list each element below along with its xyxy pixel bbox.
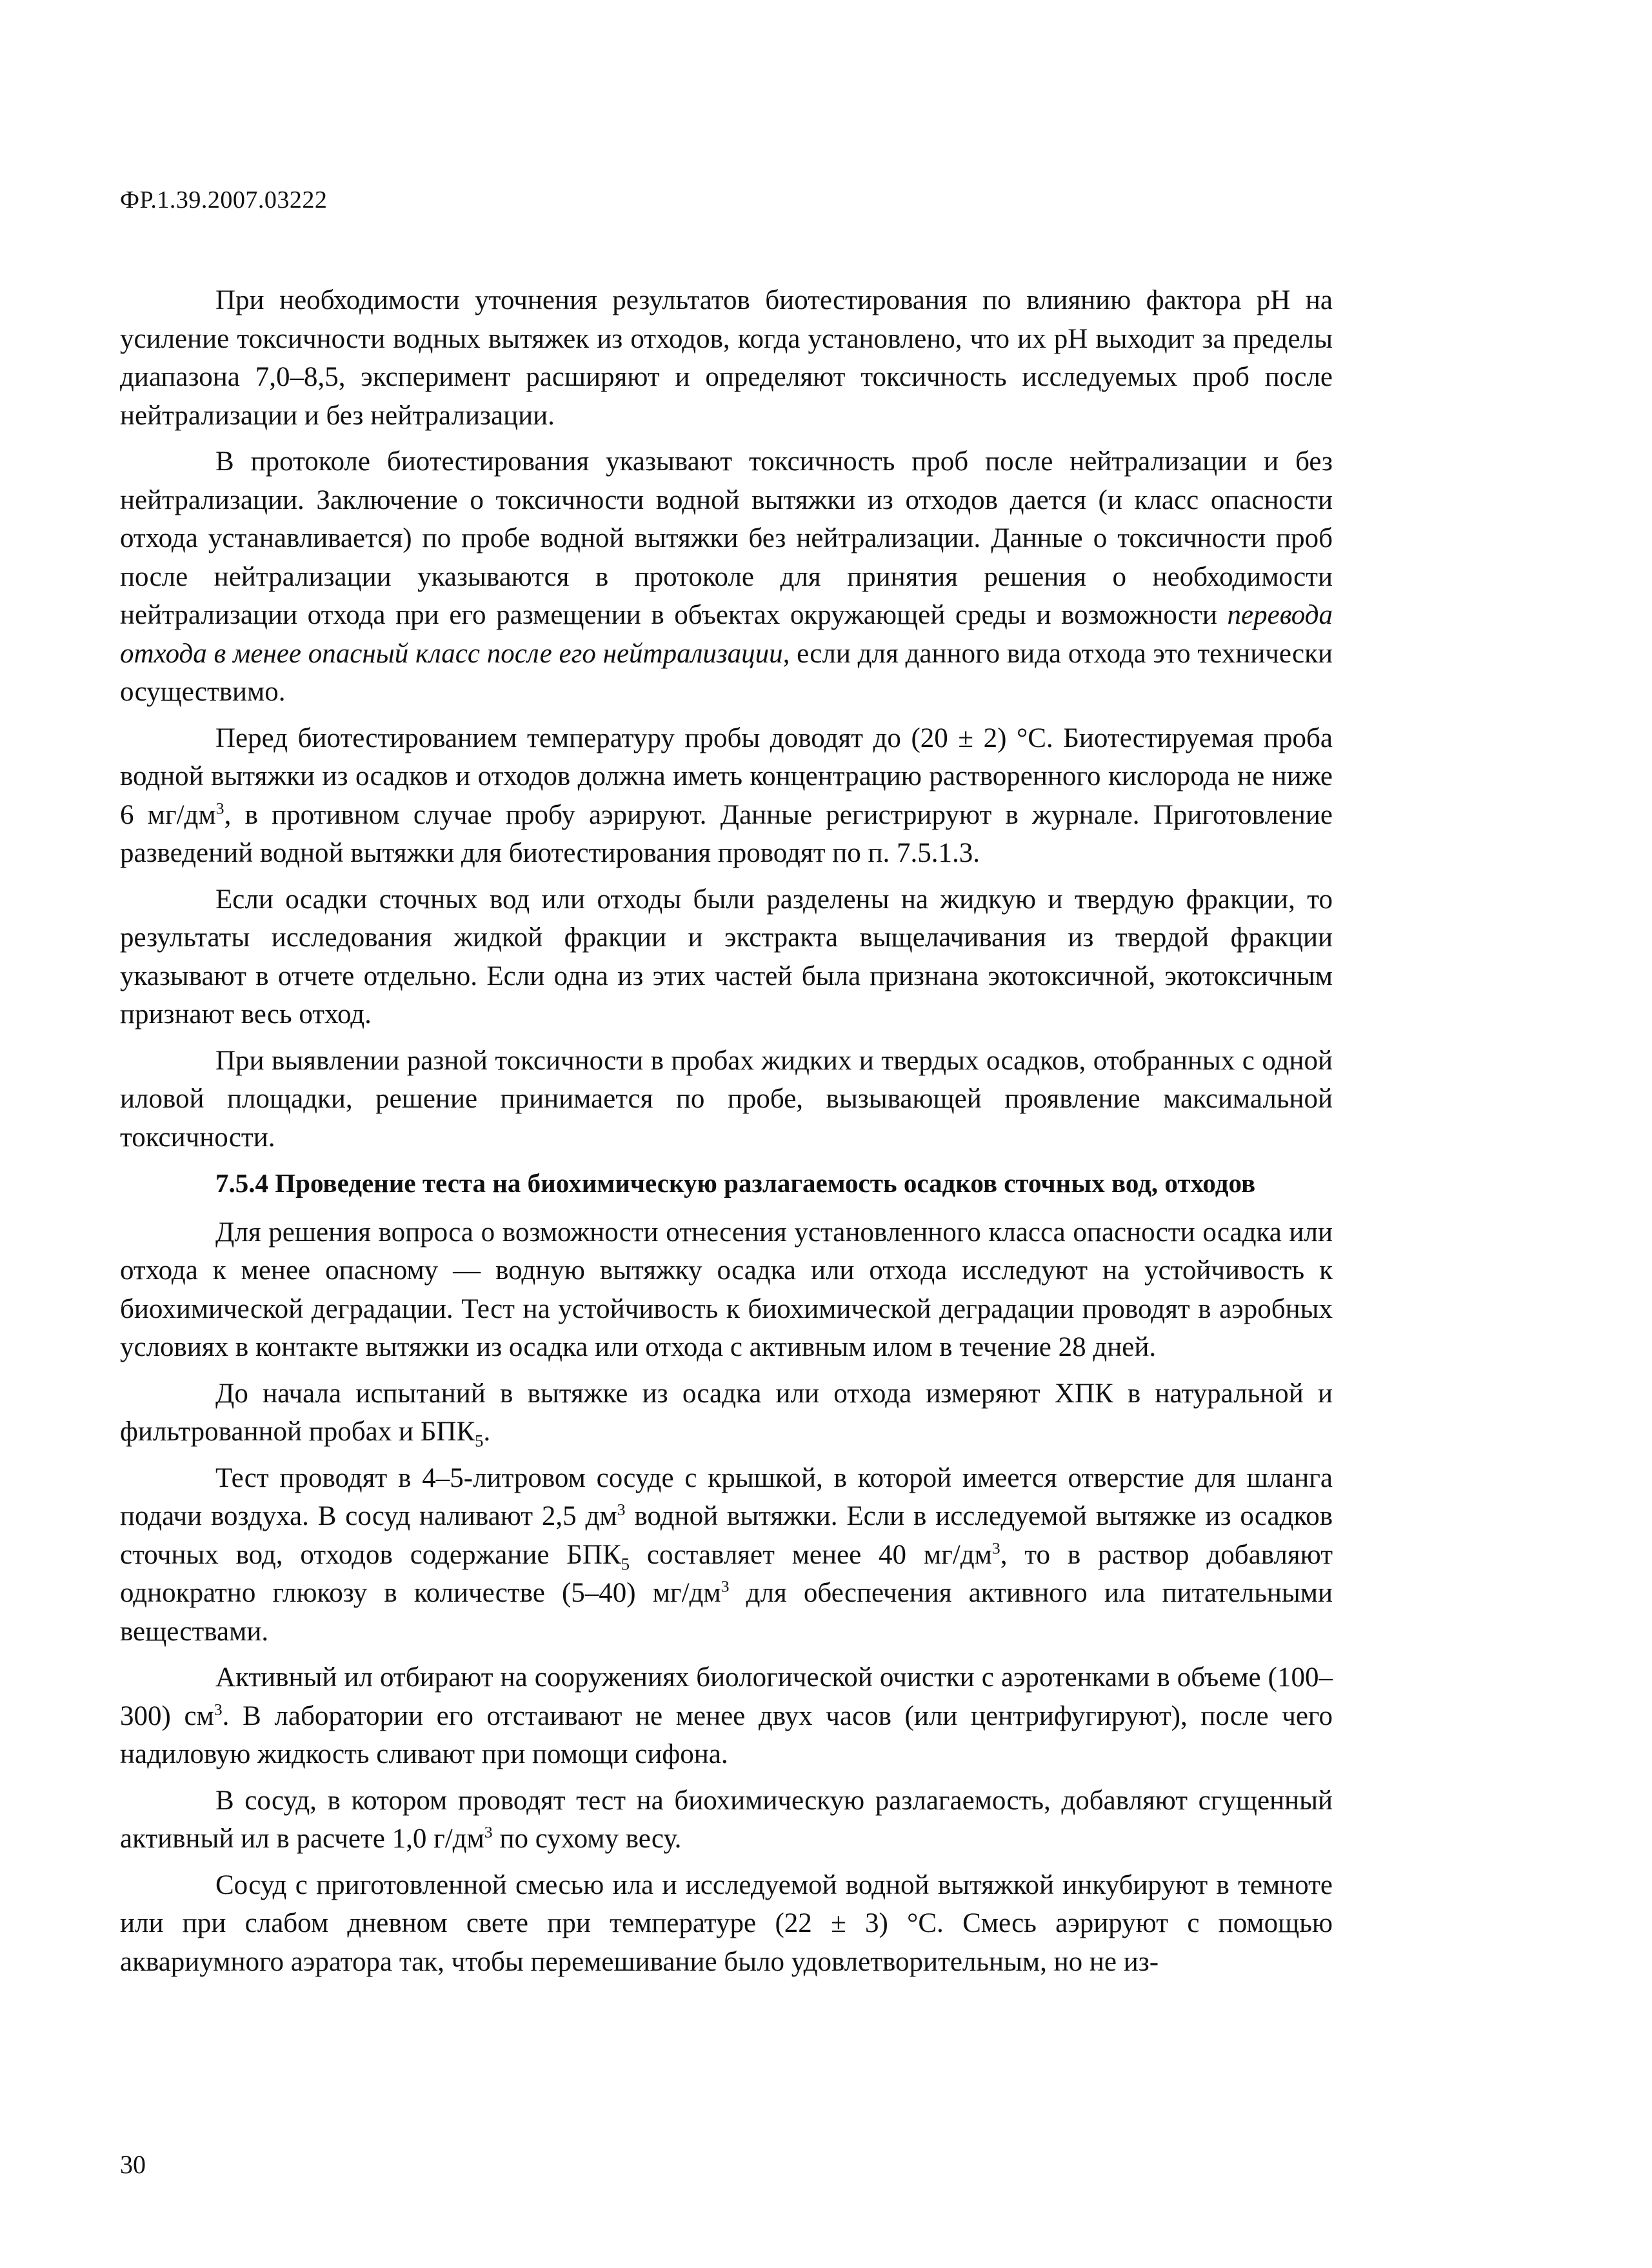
- section-heading: 7.5.4 Проведение теста на биохимическую разлагаемость осадков сточных вод, отходов: [215, 1168, 1256, 1198]
- paragraph-10: В сосуд, в котором проводят тест на биохимическую разлагаемость, добавляют сгущенный активный ил в расчете 1,0 $г/дм^3$ по сухому весу.: [120, 1785, 1333, 1854]
- paragraph-9: Активный ил отбирают на сооружениях биологической очистки с аэротенками в объеме (100–300) $см^3$. В лаборатории его отстаивают не менее двух часов (или центрифугируют), после чего надиловую жидкость сливают при помощи сифона.: [120, 1662, 1333, 1769]
- paragraph-6: Для решения вопроса о возможности отнесения установленного класса опасности осадка или отхода к менее опасному — водную вытяжку осадка или отхода исследуют на устойчивость к биохимической деградации. Тест на устойчивость к биохимической деградации проводят в аэробных условиях в контакте вытяжки из осадка или отхода с активным илом в течение 28 дней.: [120, 1217, 1333, 1362]
- page-number: 30: [120, 2150, 146, 2179]
- paragraph-3: Перед биотестированием температуру пробы доводят до (20 ± 2) °С. Биотестируемая проба водной вытяжки из осадков и отходов должна иметь концентрацию растворенного кислорода не ниже 6 $мг/дм^3$, в противном случае пробу аэрируют. Данные регистрируют в журнале. Приготовление разведений водной вытяжки для биотестирования проводят по п. 7.5.1.3.: [120, 722, 1333, 868]
- paragraph-1: При необходимости уточнения результатов биотестирования по влиянию фактора pH на усиление токсичности водных вытяжек из отходов, когда установлено, что их pH выходит за пределы диапазона 7,0–8,5, эксперимент расширяют и определяют токсичность исследуемых проб после нейтрализации и без нейтрализации.: [120, 285, 1333, 431]
- paragraph-7: До начала испытаний в вытяжке из осадка или отхода измеряют ХПК в натуральной и фильтрованной пробах и $БПК_5$.: [120, 1378, 1333, 1451]
- superscript: 3: [484, 1822, 493, 1842]
- paragraph-8: Тест проводят в 4–5-литровом сосуде с крышкой, в которой имеется отверстие для шланга подачи воздуха. В сосуд наливают 2,5 $дм^3$ водной вытяжки. Если в исследуемой вытяжке из осадков сточных вод, отходов содержание $БПК_5$ составляет менее 40 $мг/дм^3$, то в раствор добавляют однократно глюкозу в количестве (5–40) $мг/дм^3$ для обеспечения активного ила питательными веществами.: [120, 1462, 1333, 1647]
- superscript: 3: [214, 1700, 223, 1719]
- paragraph-11: Сосуд с приготовленной смесью ила и исследуемой водной вытяжкой инкубируют в темноте или при слабом дневном свете при температуре (22 ± 3) °С. Смесь аэрируют с помощью аквариумного аэратора так, чтобы перемешивание было удовлетворительным, но не из-: [120, 1869, 1333, 1977]
- superscript: 3: [991, 1538, 1000, 1558]
- paragraph-5: При выявлении разной токсичности в пробах жидких и твердых осадков, отобранных с одной иловой площадки, решение принимается по пробе, вызывающей проявление максимальной токсичности.: [120, 1045, 1333, 1153]
- document-body: [120, 281, 1333, 1989]
- superscript: 3: [721, 1577, 730, 1596]
- paragraph-2: В протоколе биотестирования указывают токсичность проб после нейтрализации и без нейтрализации. Заключение о токсичности водной вытяжки из отходов дается (и класс опасности отхода устанавливается) по пробе водной вытяжки без нейтрализации. Данные о токсичности проб после нейтрализации указываются в протоколе для принятия решения о необходимости нейтрализации отхода при его размещении в объектах окружающей среды и возможности перевода отхода в менее опасный класс после его нейтрализации, если для данного вида отхода это технически осуществимо.: [120, 446, 1333, 707]
- subscript: 5: [475, 1431, 484, 1451]
- superscript: 3: [215, 799, 224, 818]
- subscript: 5: [621, 1554, 630, 1574]
- document-code: ФР.1.39.2007.03222: [120, 186, 328, 214]
- superscript: 3: [617, 1500, 626, 1519]
- italic-phrase: перевода отхода в менее опасный класс после его нейтрализации,: [120, 600, 1333, 669]
- paragraph-4: Если осадки сточных вод или отходы были разделены на жидкую и твердую фракции, то результаты исследования жидкой фракции и экстракта выщелачивания из твердой фракции указывают в отчете отдельно. Если одна из этих частей была признана экотоксичной, экотоксичным признают весь отход.: [120, 884, 1333, 1030]
